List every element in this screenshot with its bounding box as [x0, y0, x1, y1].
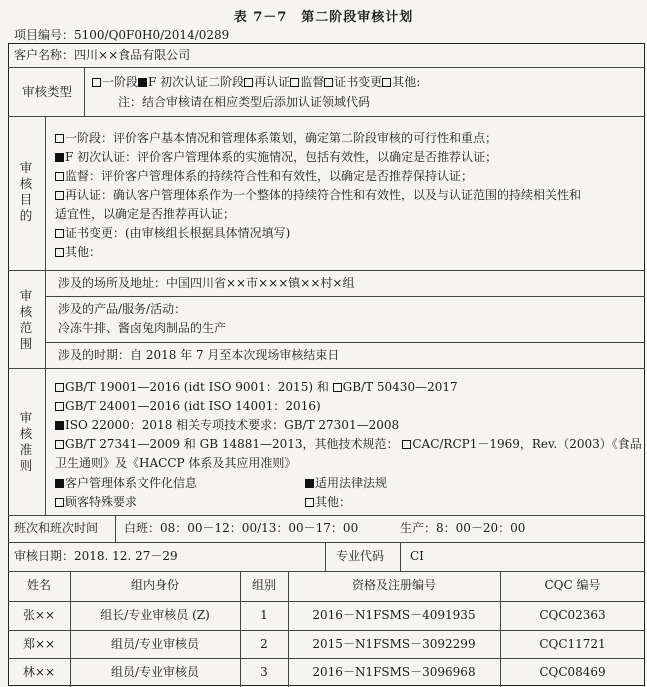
checkbox[interactable] [92, 78, 101, 87]
speciality-code-label: 专业代码 [336, 549, 385, 563]
criteria-line [55, 397, 640, 416]
team-cell: 2015－N1FSMS－3092299 [312, 637, 476, 651]
team-cell: 组长/专业审核员 (Z) [100, 608, 210, 622]
audit-type-label: 审核类型 [22, 84, 73, 99]
team-header-cell: 资格及注册编号 [351, 578, 436, 592]
audit-date: 审核日期：2018. 12. 27－29 [14, 549, 178, 563]
audit-type-option: 一阶段 [102, 75, 139, 89]
checkbox[interactable] [55, 172, 64, 181]
criteria-option [55, 493, 137, 510]
scope-site: 涉及的场所及地址：中国四川省××市×××镇××村×组 [58, 276, 355, 290]
vertical-label-char: 目 [19, 192, 33, 207]
vertical-label-char: 审 [19, 410, 33, 425]
team-header-cell: 姓名 [26, 578, 51, 592]
audit-type-option: 再认证 [254, 75, 291, 89]
checkbox[interactable] [305, 479, 314, 488]
checkbox[interactable] [55, 498, 64, 507]
vertical-label-char: 的 [19, 208, 33, 223]
team-cell: 3 [260, 665, 268, 679]
scope-products-label: 涉及的产品/服务/活动： [58, 302, 187, 316]
team-cell: 1 [260, 608, 268, 622]
purpose-text: 再认证：确认客户管理体系作为一个整体的持续符合性和有效性，以及与认证范围的持续相关性和 [65, 188, 582, 202]
checkbox[interactable] [55, 134, 64, 143]
audit-criteria-label [19, 410, 33, 474]
vertical-label-char: 核 [19, 304, 33, 319]
purpose-item [55, 224, 640, 243]
team-cell: 组员/专业审核员 [110, 637, 200, 651]
criteria-text: GB/T 50430—2017 [342, 380, 458, 394]
criteria-line [55, 435, 640, 454]
team-cell: 郑×× [22, 637, 56, 651]
vertical-label-char: 则 [19, 458, 33, 473]
checkbox[interactable] [305, 498, 314, 507]
checkbox[interactable] [55, 402, 64, 411]
client-name: 四川××食品有限公司 [74, 48, 191, 62]
audit-type-option: 监督 [300, 75, 325, 89]
vertical-label-char: 准 [19, 442, 33, 457]
criteria-option-text: 顾客特殊要求 [65, 495, 138, 509]
audit-type-note: 注：结合审核请在相应类型后添加认证领域代码 [118, 95, 371, 109]
purpose-text: 监督：评价客户管理体系的持续符合性和有效性，以确定是否推荐保持认证； [65, 169, 474, 183]
vertical-label-char: 审 [19, 160, 33, 175]
criteria-text: 卫生通则》及《HACCP 体系及其应用准则》 [55, 456, 297, 470]
criteria-option-text: 其他： [315, 495, 352, 509]
checkbox[interactable] [55, 440, 64, 449]
shift-day: 白班：08：00－12：00/13：00－17：00 [124, 521, 359, 535]
document-title: 表 7－7 第二阶段审核计划 [233, 10, 414, 25]
criteria-option [55, 474, 197, 491]
criteria-line [55, 454, 640, 473]
purpose-text: 其他： [65, 245, 102, 259]
checkbox[interactable] [55, 248, 64, 257]
vertical-label-char: 核 [19, 176, 33, 191]
criteria-text: ISO 22000：2018 相关专项技术要求：GB/T 27301—2008 [65, 418, 400, 432]
criteria-line [55, 378, 640, 397]
criteria-option-text: 客户管理体系文件化信息 [65, 476, 198, 490]
audit-criteria-list [55, 378, 640, 473]
checkbox[interactable] [55, 191, 64, 200]
checkbox[interactable] [382, 78, 391, 87]
criteria-line [55, 416, 640, 435]
checkbox[interactable] [402, 440, 411, 449]
audit-purpose-list [55, 129, 640, 262]
audit-purpose-label [19, 160, 33, 224]
team-cell: 2 [260, 637, 268, 651]
checkbox[interactable] [244, 78, 253, 87]
scope-period: 涉及的时期：自 2018 年 7 月至本次现场审核结束日 [58, 348, 340, 362]
purpose-item [55, 167, 640, 186]
team-cell: CQC08469 [539, 665, 606, 679]
criteria-text: CAC/RCP1－1969，Rev.（2003）《食品 [412, 437, 642, 451]
team-cell: 林×× [22, 665, 56, 679]
criteria-text: GB/T 24001—2016 (idt ISO 14001：2016) [65, 399, 321, 413]
vertical-label-char: 审 [19, 288, 33, 303]
team-cell: 2016－N1FSMS－4091935 [312, 608, 476, 622]
scope-products: 冷冻牛排、酱卤兔肉制品的生产 [58, 321, 227, 335]
checkbox[interactable] [324, 78, 333, 87]
purpose-item [55, 129, 640, 148]
team-cell: CQC11721 [539, 637, 606, 651]
purpose-item [55, 243, 640, 262]
audit-scope-label [19, 288, 33, 352]
audit-type-option: 其他: [392, 75, 421, 89]
vertical-label-char: 核 [19, 426, 33, 441]
checkbox[interactable] [290, 78, 299, 87]
criteria-option [305, 474, 387, 491]
checkbox[interactable] [55, 421, 64, 430]
purpose-text: 一阶段：评价客户基本情况和管理体系策划，确定第二阶段审核的可行性和重点； [65, 131, 498, 145]
checkbox[interactable] [55, 383, 64, 392]
team-cell: CQC02363 [539, 608, 606, 622]
shift-label: 班次和班次时间 [14, 521, 99, 535]
criteria-text: GB/T 19001—2016 (idt ISO 9001：2015) 和 [65, 380, 333, 394]
purpose-item [55, 148, 640, 167]
team-cell: 2016－N1FSMS－3096968 [312, 665, 476, 679]
purpose-text: F 初次认证：评价客户管理体系的实施情况，包括有效性，以确定是否推荐认证； [65, 150, 498, 164]
purpose-item [55, 205, 640, 224]
team-cell: 张×× [22, 608, 56, 622]
project-number: 项目编号：5100/Q0F0H0/2014/0289 [14, 28, 230, 42]
checkbox[interactable] [55, 479, 64, 488]
audit-type-option: F 初次认证二阶段 [148, 75, 245, 89]
speciality-code-value: CI [410, 549, 424, 563]
team-header-cell: 组别 [251, 578, 276, 592]
vertical-label-char: 范 [19, 320, 33, 335]
criteria-text: GB/T 27341—2009 和 GB 14881—2013，其他技术规范： [65, 437, 403, 451]
criteria-option-text: 适用法律法规 [315, 476, 388, 490]
team-header-cell: 组内身份 [130, 578, 179, 592]
purpose-text: 证书变更：(由审核组长根据具体情况填写) [65, 226, 291, 240]
checkbox[interactable] [55, 229, 64, 238]
vertical-label-char: 围 [19, 336, 33, 351]
criteria-option [305, 493, 351, 510]
checkbox[interactable] [138, 78, 147, 87]
purpose-text: 适宜性，以确定是否推荐再认证； [55, 207, 236, 221]
client-row [14, 48, 190, 63]
checkbox[interactable] [55, 153, 64, 162]
team-header-cell: CQC 编号 [544, 578, 601, 592]
shift-production: 生产：8：00－20：00 [400, 521, 526, 535]
client-label: 客户名称： [14, 48, 75, 62]
purpose-item [55, 186, 640, 205]
audit-type-option: 证书变更 [334, 75, 383, 89]
checkbox[interactable] [333, 383, 342, 392]
audit-type-options [92, 75, 420, 90]
team-cell: 组员/专业审核员 [110, 665, 200, 679]
